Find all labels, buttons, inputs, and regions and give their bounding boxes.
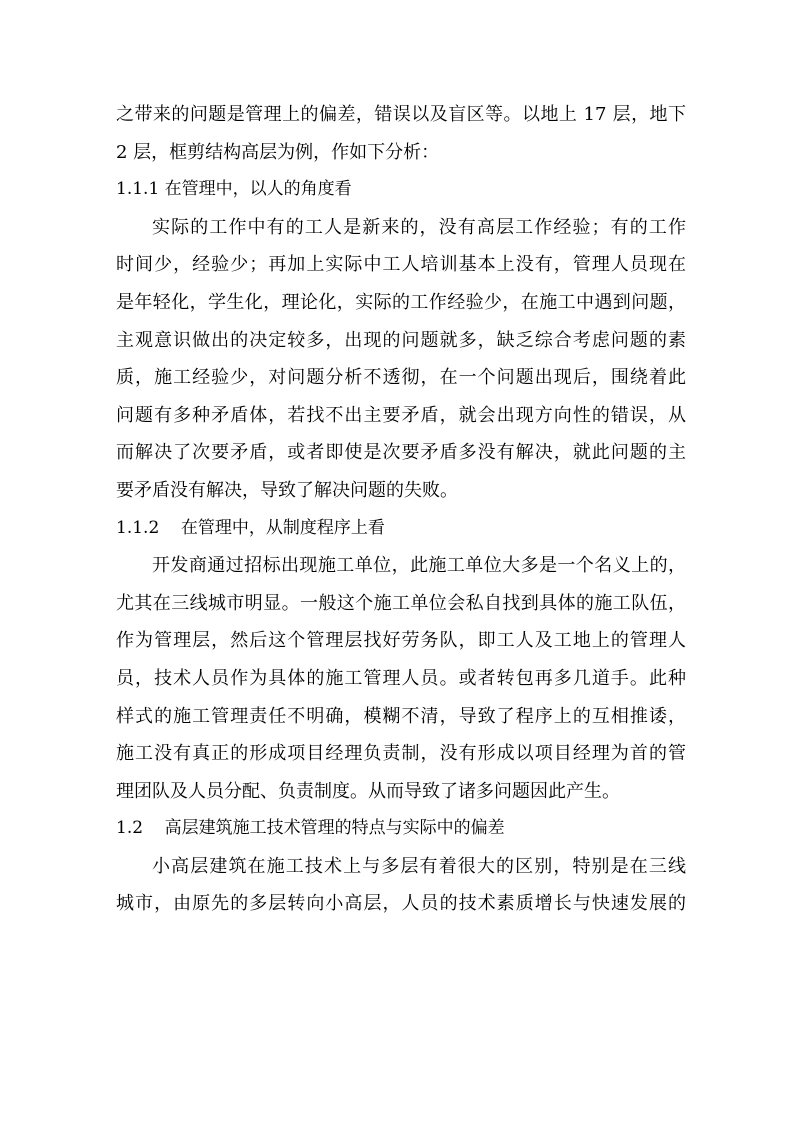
paragraph-line: 时间少，经验少；再加上实际中工人培训基本上没有，管理人员现在 (116, 254, 686, 276)
paragraph-3 (116, 547, 686, 810)
paragraph-line: 质，施工经验少，对问题分析不透彻，在一个问题出现后，围绕着此 (116, 367, 686, 389)
paragraph-4 (116, 848, 686, 923)
section-heading-1-2: 1.2 高层建筑施工技术管理的特点与实际中的偏差 (116, 818, 505, 839)
paragraph-line: 城市，由原先的多层转向小高层，人员的技术素质增长与快速发展的 (116, 893, 686, 915)
paragraph-line: 主观意识做出的决定较多，出现的问题就多，缺乏综合考虑问题的素 (116, 329, 686, 351)
paragraph-line: 理团队及人员分配、负责制度。从而导致了诸多问题因此产生。 (116, 780, 620, 802)
paragraph-line: 作为管理层，然后这个管理层找好劳务队，即工人及工地上的管理人 (116, 630, 686, 652)
section-heading-1-1-1: 1.1.1 在管理中，以人的角度看 (116, 179, 352, 200)
paragraph-line: 实际的工作中有的工人是新来的，没有高层工作经验；有的工作 (152, 216, 686, 238)
paragraph-line: 员，技术人员作为具体的施工管理人员。或者转包再多几道手。此种 (116, 667, 686, 689)
paragraph-line: 尤其在三线城市明显。一般这个施工单位会私自找到具体的施工队伍， (116, 592, 686, 614)
paragraph-line: 施工没有真正的形成项目经理负责制，没有形成以项目经理为首的管 (116, 743, 686, 765)
paragraph-line: 2 层，框剪结构高层为例，作如下分析： (116, 141, 440, 163)
document-body (116, 96, 686, 923)
paragraph-line: 之带来的问题是管理上的偏差，错误以及盲区等。以地上 17 层，地下 (116, 104, 686, 125)
paragraph-line: 开发商通过招标出现施工单位，此施工单位大多是一个名义上的， (152, 555, 686, 577)
paragraph-line: 样式的施工管理责任不明确，模糊不清，导致了程序上的互相推诿， (116, 705, 686, 727)
paragraph-1 (116, 96, 686, 171)
paragraph-line: 要矛盾没有解决，导致了解决问题的失败。 (116, 479, 458, 501)
paragraph-line: 小高层建筑在施工技术上与多层有着很大的区别，特别是在三线 (152, 855, 686, 877)
paragraph-line: 是年轻化，学生化，理论化，实际的工作经验少，在施工中遇到问题， (116, 291, 686, 313)
paragraph-2 (116, 209, 686, 510)
paragraph-line: 而解决了次要矛盾，或者即使是次要矛盾多没有解决，就此问题的主 (116, 442, 686, 464)
paragraph-line: 问题有多种矛盾体，若找不出主要矛盾，就会出现方向性的错误，从 (116, 404, 686, 426)
section-heading-1-1-2: 1.1.2 在管理中，从制度程序上看 (116, 517, 385, 538)
